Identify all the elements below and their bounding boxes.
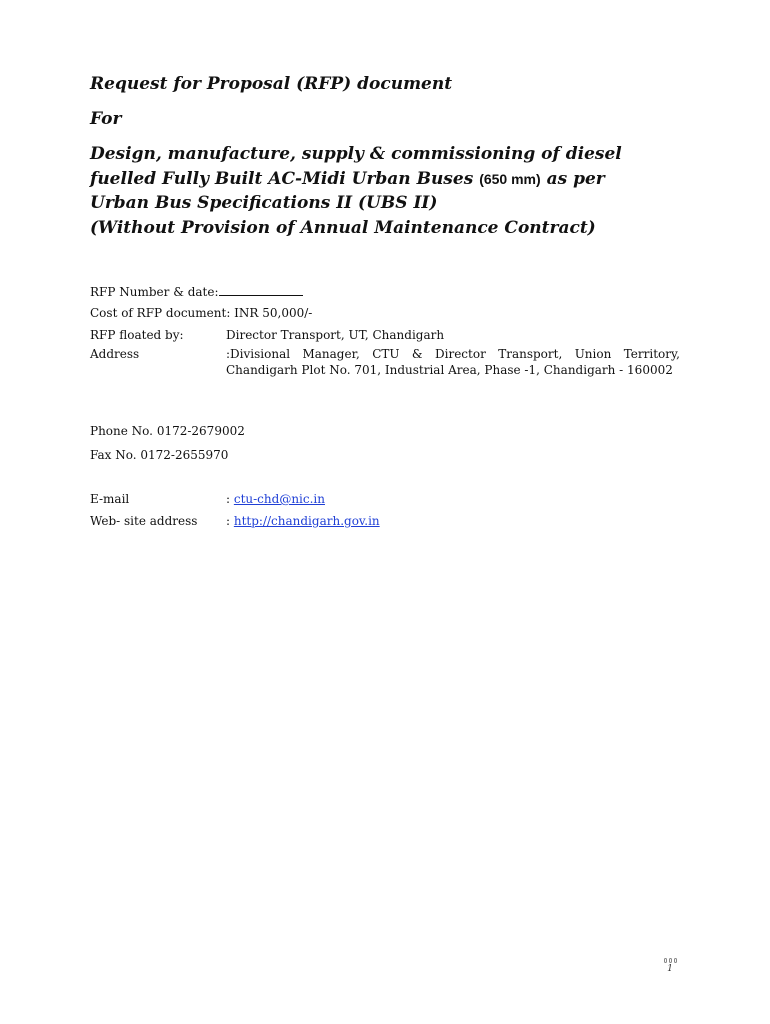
rfp-number-row: [90, 284, 303, 300]
email-row: [226, 491, 680, 507]
page-number: 1: [667, 964, 673, 974]
title-subject-part-2: Midi Urban Buses: [302, 169, 474, 189]
page-number-ornament: [660, 956, 680, 964]
title-subject-line-4: (Without Provision of Annual Maintenance Contract): [90, 218, 596, 238]
document-title: Request for Proposal (RFP) document: [90, 74, 453, 94]
rfp-number-blank: [219, 284, 303, 296]
email-label: E-mail: [90, 492, 130, 506]
rfp-floated-value: Director Transport, UT, Chandigarh: [226, 328, 445, 342]
page-number-footer: [660, 956, 680, 974]
website-row: [226, 513, 680, 529]
website-link[interactable]: http://chandigarh.gov.in: [233, 514, 380, 528]
rfp-number-label: RFP Number & date:: [90, 285, 219, 299]
title-subject-line-3: Urban Bus Specifications II (UBS II): [90, 193, 438, 213]
title-for: For: [90, 109, 122, 129]
website-label: Web- site address: [90, 514, 198, 528]
title-subject-dimension: (650 mm): [479, 171, 541, 187]
phone-number: Phone No. 0172-2679002: [90, 424, 245, 438]
address-value: :Divisional Manager, CTU & Director Transport, Union Territory, Chandigarh Plot No. 701, Industrial Area, Phase -1, Chandigarh - 160002: [226, 347, 680, 377]
title-subject-dash: -: [295, 169, 303, 189]
title-subject-part-1: fuelled Fully Built AC: [90, 169, 296, 189]
title-subject-part-3: as per: [546, 169, 605, 189]
title-subject-line-2: [90, 167, 605, 191]
address-label: Address: [90, 347, 140, 361]
fax-number: Fax No. 0172-2655970: [90, 448, 229, 462]
rfp-floated-label: RFP floated by:: [90, 328, 184, 342]
title-subject-line-1: Design, manufacture, supply & commissioning of diesel: [90, 144, 622, 164]
email-link[interactable]: ctu-chd@nic.in: [233, 492, 325, 506]
email-prefix: :: [226, 492, 234, 506]
website-prefix: :: [226, 514, 234, 528]
rfp-cost: Cost of RFP document: INR 50,000/-: [90, 306, 313, 320]
